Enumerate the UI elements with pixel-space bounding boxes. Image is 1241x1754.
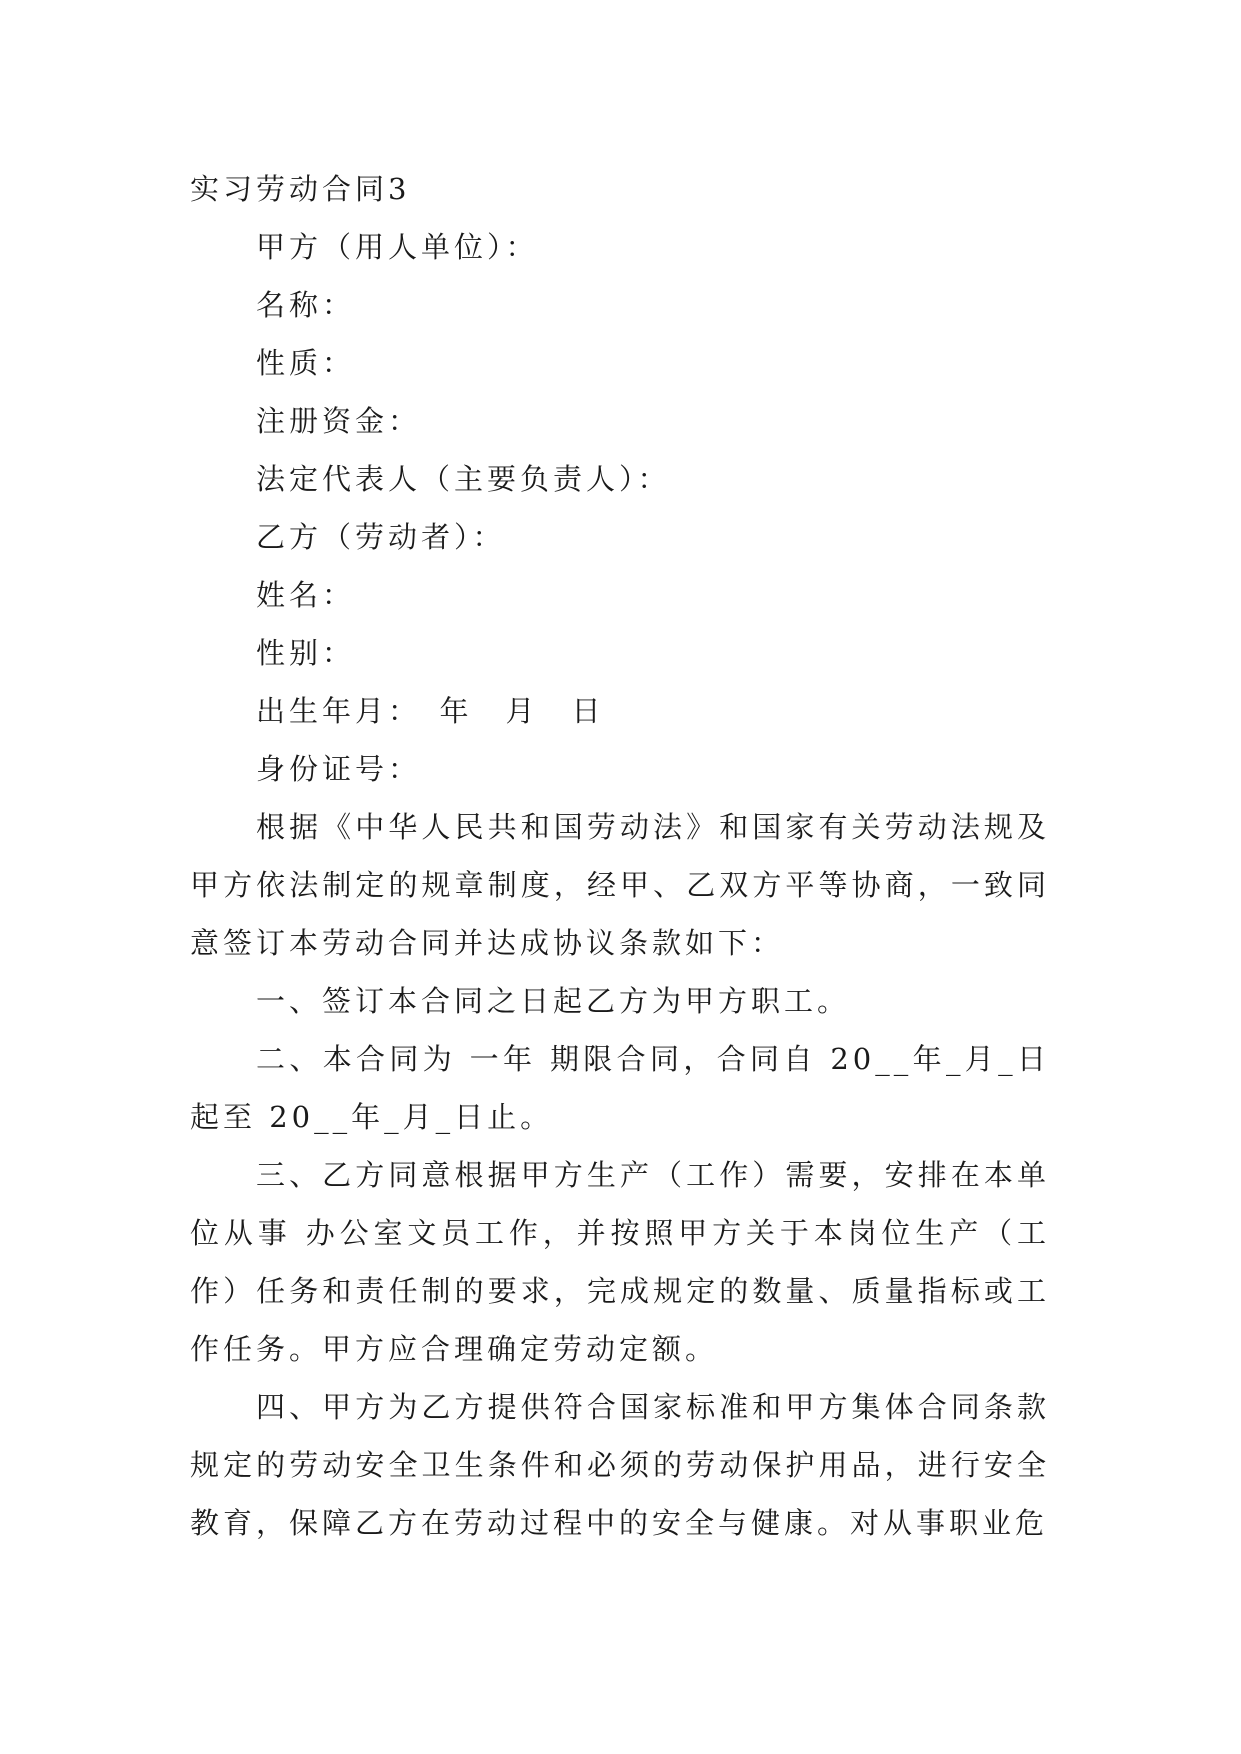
field-gender: 性别： [256, 636, 356, 670]
preamble-paragraph: 根据《中华人民共和国劳动法》和国家有关劳动法规及甲方依法制定的规章制度，经甲、乙双方平等协商，一致同意签订本劳动合同并达成协议条款如下： [190, 810, 1050, 960]
clause-3: 三、乙方同意根据甲方生产（工作）需要，安排在本单位从事 办公室文员工作，并按照甲方关于本岗位生产（工作）任务和责任制的要求，完成规定的数量、质量指标或工作任务。甲方应合理确定劳动定额。 [190, 1158, 1050, 1366]
clause-4: 四、甲方为乙方提供符合国家标准和甲方集体合同条款规定的劳动安全卫生条件和必须的劳动保护用品，进行安全教育，保障乙方在劳动过程中的安全与健康。对从事职业危 [190, 1390, 1050, 1540]
field-registered-capital: 注册资金： [256, 404, 422, 438]
clause-2: 二、本合同为 一年 期限合同，合同自 20__年_月_日起至 20__年_月_日止。 [190, 1042, 1050, 1134]
field-person-name: 姓名： [256, 578, 356, 612]
field-birth-date: 出生年月： 年 月 日 [256, 694, 605, 728]
field-legal-representative: 法定代表人（主要负责人）： [256, 462, 671, 496]
clause-1: 一、签订本合同之日起乙方为甲方职工。 [256, 984, 851, 1018]
field-id-number: 身份证号： [256, 752, 422, 786]
field-name: 名称： [256, 288, 356, 322]
document-title: 实习劳动合同3 [190, 172, 411, 206]
field-nature: 性质： [256, 346, 356, 380]
document-body [190, 160, 1050, 1552]
party-a-heading: 甲方（用人单位）： [256, 230, 539, 264]
party-b-heading: 乙方（劳动者）： [256, 520, 506, 554]
